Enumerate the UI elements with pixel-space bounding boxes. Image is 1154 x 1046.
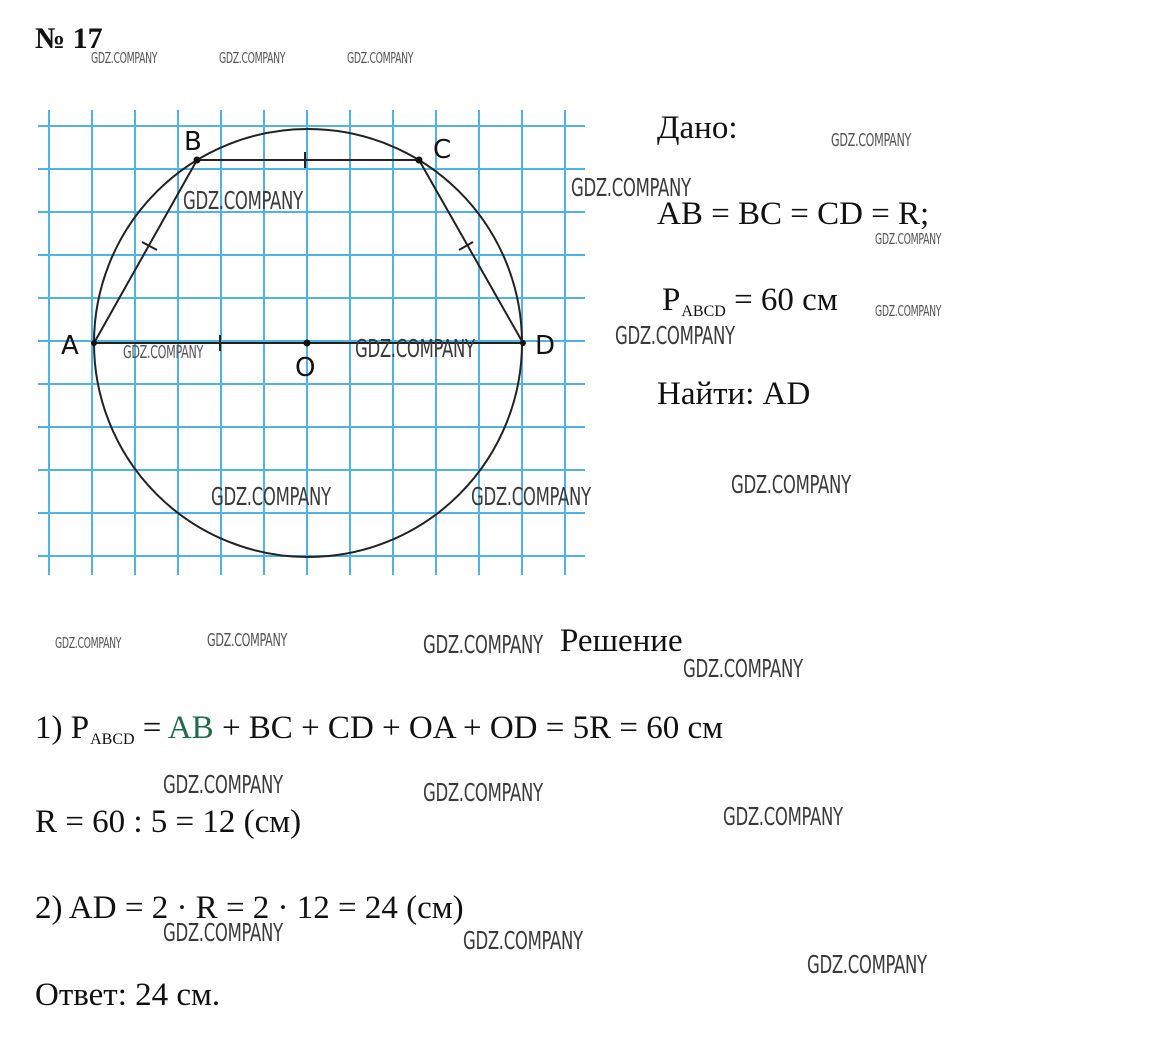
step1-prefix: 1) P	[35, 710, 90, 746]
watermark: GDZ.COMPANY	[615, 321, 735, 350]
step1-perimeter	[35, 710, 723, 749]
watermark: GDZ.COMPANY	[571, 173, 691, 202]
watermark: GDZ.COMPANY	[355, 334, 475, 363]
perimeter-value: = 60 см	[725, 282, 838, 318]
watermark: GDZ.COMPANY	[91, 49, 158, 67]
step1-subscript: ABCD	[90, 731, 135, 748]
perimeter-subscript: ABCD	[681, 303, 726, 320]
point-a	[91, 340, 97, 346]
step1-ab: AB	[167, 710, 214, 746]
watermark: GDZ.COMPANY	[831, 130, 912, 151]
point-o	[304, 340, 311, 347]
watermark: GDZ.COMPANY	[163, 770, 283, 799]
watermark: GDZ.COMPANY	[207, 630, 288, 651]
step2-ad: 2) AD = 2 · R = 2 · 12 = 24 (см)	[35, 890, 464, 926]
label-c: C	[433, 135, 452, 165]
watermark: GDZ.COMPANY	[423, 630, 543, 659]
given-heading: Дано:	[657, 110, 738, 146]
watermark: GDZ.COMPANY	[875, 230, 942, 248]
point-b	[194, 157, 201, 164]
watermark: GDZ.COMPANY	[211, 482, 331, 511]
given-perimeter	[662, 282, 838, 321]
point-c	[416, 157, 423, 164]
answer-text: Ответ: 24 см.	[35, 977, 221, 1013]
watermark: GDZ.COMPANY	[731, 470, 851, 499]
problem-number: № 17	[35, 22, 103, 55]
watermark: GDZ.COMPANY	[183, 186, 303, 215]
watermark: GDZ.COMPANY	[347, 49, 414, 67]
step1-eq: =	[134, 710, 168, 746]
watermark: GDZ.COMPANY	[219, 49, 286, 67]
perimeter-symbol: P	[662, 282, 681, 318]
watermark: GDZ.COMPANY	[55, 634, 122, 652]
label-d: D	[535, 331, 556, 361]
step1-rest: + BC + CD + OA + OD = 5R = 60 см	[213, 710, 724, 746]
label-a: A	[61, 331, 79, 361]
find-text: Найти: AD	[657, 376, 811, 412]
watermark: GDZ.COMPANY	[471, 482, 591, 511]
step1-radius: R = 60 : 5 = 12 (см)	[35, 804, 302, 840]
watermark: GDZ.COMPANY	[875, 302, 942, 320]
watermark: GDZ.COMPANY	[463, 926, 583, 955]
trapezoid	[94, 160, 523, 343]
watermark: GDZ.COMPANY	[807, 950, 927, 979]
watermark: GDZ.COMPANY	[163, 918, 283, 947]
watermark: GDZ.COMPANY	[683, 654, 803, 683]
watermark: GDZ.COMPANY	[123, 342, 204, 363]
watermark: GDZ.COMPANY	[423, 778, 543, 807]
label-b: B	[184, 127, 202, 157]
solution-heading: Решение	[560, 623, 683, 659]
given-condition: AB = BC = CD = R;	[657, 196, 930, 232]
point-d	[520, 340, 526, 346]
label-o: O	[295, 353, 316, 383]
watermark: GDZ.COMPANY	[723, 802, 843, 831]
